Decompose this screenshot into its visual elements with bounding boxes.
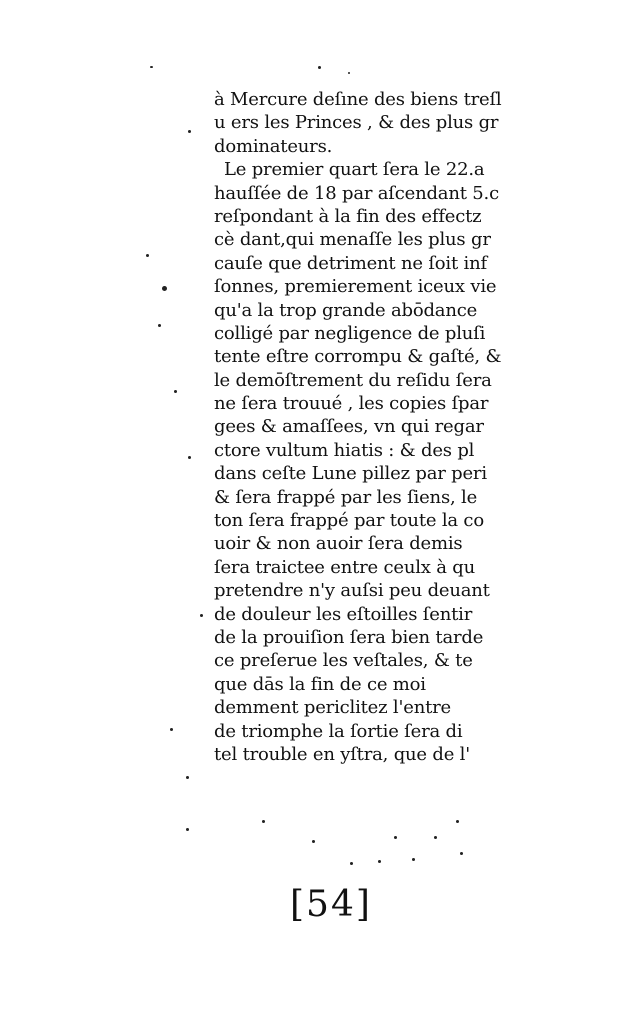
text-line: qu'a la trop grande abōdance (214, 299, 478, 321)
text-line: u ers les Princes , & des plus gr (214, 112, 499, 134)
text-line: le demōſtrement du reſidu ſera (214, 369, 492, 391)
ink-speck (158, 324, 161, 327)
text-line: cè dant,qui menaſſe les plus gr (214, 229, 491, 251)
ink-speck (188, 130, 191, 133)
ink-speck (348, 72, 350, 74)
text-line: de douleur les eſtoilles ſentir (214, 603, 473, 625)
text-line: tel trouble en yſtra, que de l' (214, 743, 470, 765)
ink-speck (312, 840, 315, 843)
ink-speck (350, 862, 353, 865)
text-line: tente eſtre corrompu & gaſté, & (214, 346, 502, 368)
text-line: de la prouiſion ſera bien tarde (214, 626, 484, 648)
ink-speck (460, 852, 463, 855)
text-line: hauſſée de 18 par aſcendant 5.c (214, 182, 499, 204)
body-text (214, 88, 504, 766)
ink-speck (146, 254, 149, 257)
ink-speck (186, 828, 189, 831)
ink-speck (456, 820, 459, 823)
text-line: à Mercure deſıne des biens treſl (214, 89, 502, 110)
text-line: reſpondant à la fin des effectz (214, 205, 482, 227)
text-line: de triomphe la ſortie ſera di (214, 720, 463, 742)
ink-speck (150, 66, 153, 68)
text-line: ne ſera trouué , les copies ſpar (214, 393, 489, 415)
ink-speck (174, 390, 177, 393)
text-line: gees & amaſſees, vn qui regar (214, 416, 484, 438)
ink-speck (170, 728, 173, 731)
text-line: colligé par negligence de pluſi (214, 322, 486, 344)
ink-speck (162, 286, 167, 291)
text-line: dominateurs. (214, 135, 333, 157)
text-line: ton ſera frappé par toute la co (214, 510, 484, 532)
text-line: dans ceſte Lune pillez par peri (214, 463, 487, 485)
ink-speck (186, 776, 189, 779)
text-line: ctore vultum hiatis : & des pl (214, 439, 475, 461)
ink-speck (378, 860, 381, 863)
text-line: uoir & non auoir ſera demis (214, 533, 463, 555)
ink-speck (200, 614, 203, 617)
text-line: demment periclitez l'entre (214, 697, 451, 719)
text-line: & ſera frappé par les ſiens, le (214, 486, 478, 508)
ink-speck (434, 836, 437, 839)
ink-speck (262, 820, 265, 823)
text-line: pretendre n'y auſsi peu deuant (214, 580, 490, 602)
ink-speck (412, 858, 415, 861)
ink-speck (188, 456, 191, 459)
page-number: [54] (290, 884, 372, 925)
text-line: cauſe que detriment ne ſoit inf (214, 252, 487, 274)
text-line: ſera traictee entre ceulx à qu (214, 556, 476, 578)
text-line: que dās la fin de ce moi (214, 673, 426, 695)
ink-speck (318, 66, 321, 69)
text-line: Le premier quart ſera le 22.a (224, 159, 485, 181)
ink-speck (394, 836, 397, 839)
text-line: ce preſerue les veſtales, & te (214, 650, 473, 672)
text-line: ſonnes, premierement iceux vie (214, 276, 497, 298)
